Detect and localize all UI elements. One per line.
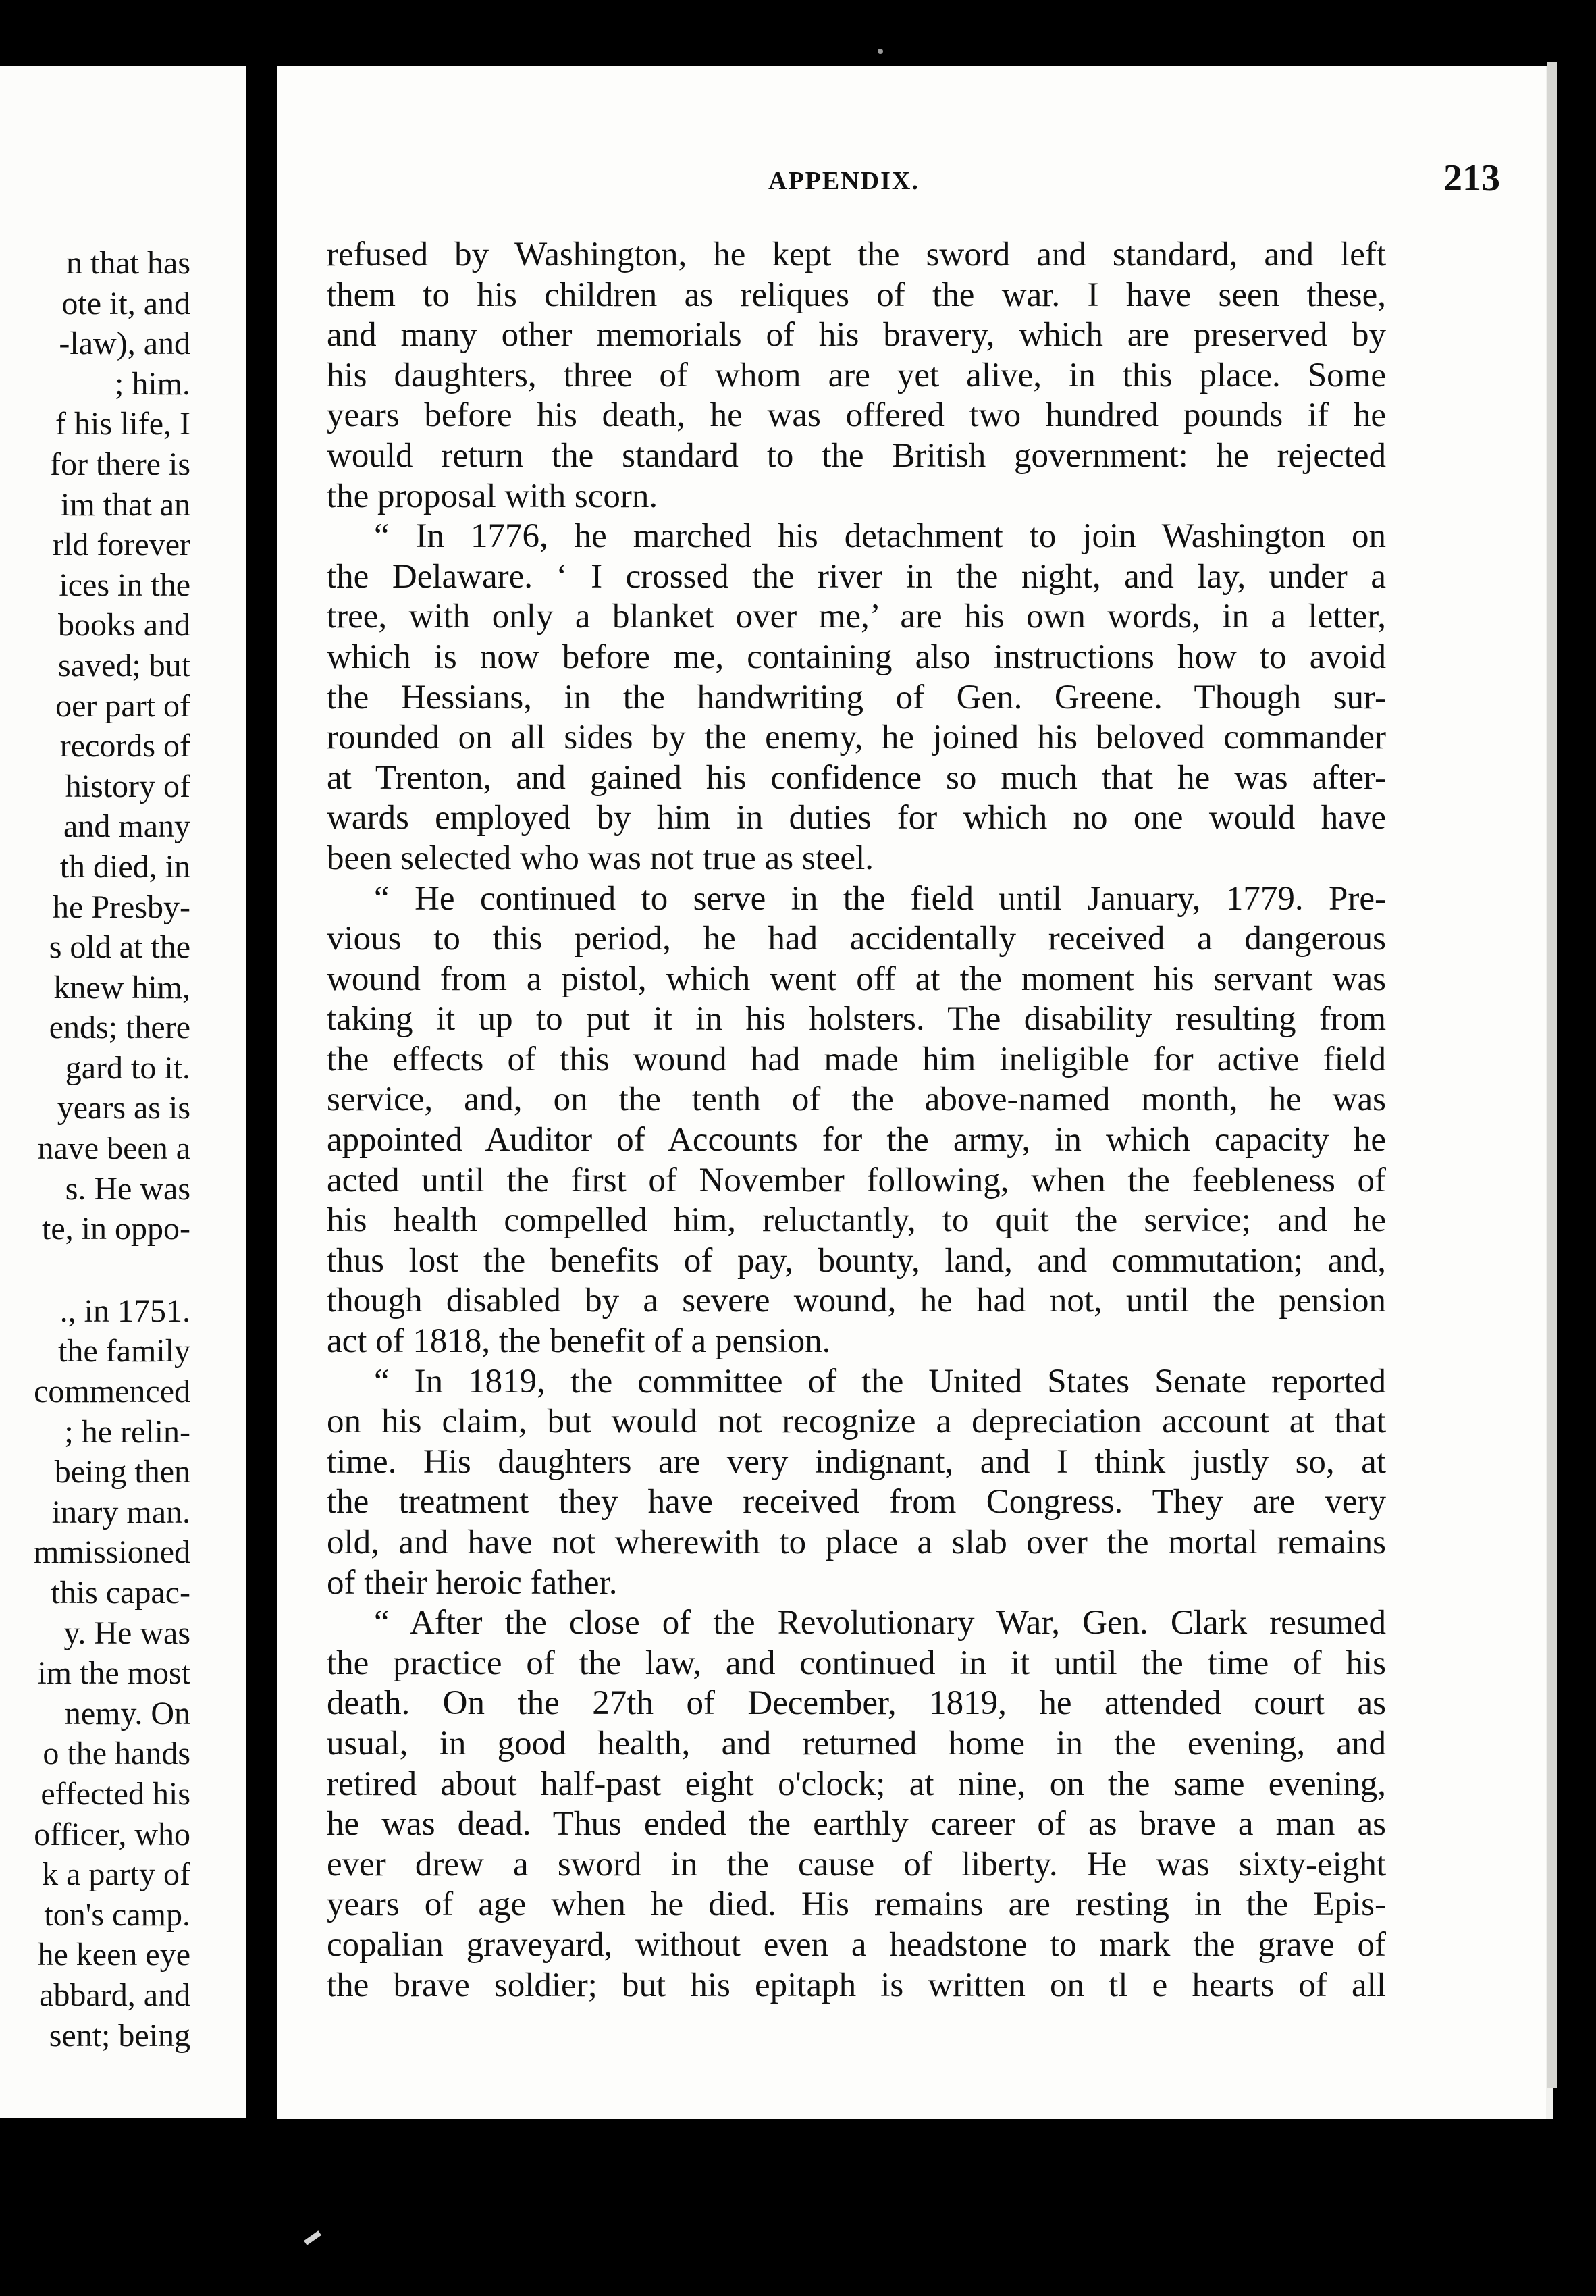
page-edge-shadow: [1547, 62, 1557, 2088]
text-line: tree, with only a blanket over me,’ are his own words, in a letter,: [327, 598, 1386, 636]
left-line: im the most: [37, 1655, 190, 1692]
text-line: “ He continued to serve in the field until January, 1779. Pre-: [374, 879, 1386, 918]
book-gutter: [246, 61, 277, 2127]
left-line: ices in the: [59, 567, 190, 603]
left-line: f his life, I: [55, 406, 190, 442]
left-line: saved; but: [58, 647, 190, 683]
left-line: effected his: [41, 1775, 190, 1812]
left-line: inary man.: [51, 1494, 190, 1530]
left-line: commenced: [34, 1374, 190, 1410]
page-header: [277, 157, 1546, 207]
left-line: s. He was: [65, 1170, 190, 1207]
left-line: ote it, and: [61, 285, 190, 321]
text-line: years of age when he died. His remains are resting in the Epis-: [327, 1885, 1386, 1924]
text-line: the treatment they have received from Congress. They are very: [327, 1483, 1386, 1521]
left-line: oer part of: [55, 687, 190, 724]
left-line: k a party of: [42, 1856, 190, 1893]
dust-speck: [878, 49, 883, 54]
left-line: ends; there: [49, 1010, 190, 1046]
dust-speck: [304, 2230, 321, 2245]
text-line: the practice of the law, and continued in it until the time of his: [327, 1644, 1386, 1682]
text-line: copalian graveyard, without even a headstone to mark the grave of: [327, 1925, 1386, 1964]
text-line: wards employed by him in duties for which no one would have: [327, 799, 1386, 837]
text-line: the Delaware. ‘ I crossed the river in the night, and lay, under a: [327, 557, 1386, 596]
text-line: “ In 1776, he marched his detachment to join Washington on: [374, 517, 1386, 556]
text-line: and many other memorials of his bravery, which are preserved by: [327, 316, 1386, 355]
left-line: rld forever: [53, 527, 190, 563]
left-line: and many: [63, 808, 190, 845]
left-line: history of: [65, 768, 190, 804]
text-line: old, and have not wherewith to place a slab over the mortal remains: [327, 1523, 1386, 1561]
text-line: rounded on all sides by the enemy, he joined his beloved commander: [327, 719, 1386, 757]
left-line: ; him.: [114, 365, 190, 402]
left-line: im that an: [61, 486, 190, 523]
running-head: APPENDIX.: [768, 167, 920, 195]
text-line: years before his death, he was offered two hundred pounds if he: [327, 396, 1386, 435]
left-line: this capac-: [51, 1575, 190, 1611]
left-line: being then: [54, 1454, 190, 1490]
text-line: the proposal with scorn.: [327, 477, 658, 515]
left-paragraph-gap: [0, 1249, 190, 1291]
text-line: on his claim, but would not recognize a depreciation account at that: [327, 1403, 1386, 1441]
left-line: ; he relin-: [64, 1413, 190, 1450]
text-line: taking it up to put it in his holsters. The disability resulting from: [327, 1000, 1386, 1039]
text-line: of their heroic father.: [327, 1563, 618, 1602]
left-line: officer, who: [34, 1816, 190, 1852]
left-line: y. He was: [63, 1615, 190, 1651]
text-line: refused by Washington, he kept the sword and standard, and left: [327, 236, 1386, 273]
page-number: 213: [1443, 157, 1500, 199]
text-line: the brave soldier; but his epitaph is written on tl e hearts of all: [327, 1966, 1386, 2004]
text-line: ever drew a sword in the cause of liberty. He was sixty-eight: [327, 1845, 1386, 1883]
text-line: time. His daughters are very indignant, and I think justly so, at: [327, 1442, 1386, 1481]
text-line: the Hessians, in the handwriting of Gen. Greene. Though sur-: [327, 678, 1386, 716]
body-text: [327, 235, 1386, 2006]
left-line: te, in oppo-: [42, 1211, 190, 1247]
left-line: th died, in: [59, 848, 190, 885]
text-line: retired about half-past eight o'clock; at nine, on the same evening,: [327, 1765, 1386, 1803]
left-line: n that has: [66, 245, 190, 281]
left-line: he keen eye: [37, 1937, 190, 1973]
left-line: o the hands: [43, 1736, 190, 1772]
left-line: books and: [58, 607, 190, 644]
text-line: appointed Auditor of Accounts for the army, in which capacity he: [327, 1121, 1386, 1159]
left-line: ., in 1751.: [59, 1293, 190, 1329]
text-line: though disabled by a severe wound, he had not, until the pension: [327, 1282, 1386, 1320]
text-line: them to his children as reliques of the war. I have seen these,: [327, 276, 1386, 314]
text-line: the effects of this wound had made him ineligible for active field: [327, 1040, 1386, 1078]
left-line: sent; being: [49, 2017, 190, 2054]
text-line: he was dead. Thus ended the earthly career of as brave a man as: [327, 1805, 1386, 1844]
text-line: wound from a pistol, which went off at the moment his servant was: [327, 960, 1386, 998]
left-line: gard to it.: [65, 1049, 190, 1086]
left-line: the family: [58, 1333, 190, 1369]
text-line: “ After the close of the Revolutionary War, Gen. Clark resumed: [374, 1604, 1386, 1642]
left-page-text: [0, 243, 190, 2056]
text-line: which is now before me, containing also instructions how to avoid: [327, 637, 1386, 676]
text-line: his health compelled him, reluctantly, to quit the service; and he: [327, 1201, 1386, 1240]
left-line: s old at the: [49, 929, 190, 966]
text-line: thus lost the benefits of pay, bounty, land, and commutation; and,: [327, 1241, 1386, 1280]
left-line: mmissioned: [33, 1534, 190, 1571]
left-line: -law), and: [59, 325, 190, 362]
text-line: service, and, on the tenth of the above-named month, he was: [327, 1080, 1386, 1119]
left-page-fragment: [0, 66, 246, 2118]
left-line: records of: [59, 728, 190, 764]
right-page: [277, 66, 1553, 2119]
text-line: acted until the first of November following, when the feebleness of: [327, 1161, 1386, 1199]
text-line: been selected who was not true as steel.: [327, 839, 874, 877]
left-line: knew him,: [53, 969, 190, 1006]
left-line: nemy. On: [64, 1695, 190, 1731]
text-line: at Trenton, and gained his confidence so much that he was after-: [327, 758, 1386, 797]
text-line: his daughters, three of whom are yet alive, in this place. Some: [327, 356, 1386, 394]
left-line: ton's camp.: [44, 1896, 190, 1933]
left-line: for there is: [50, 446, 190, 482]
text-line: death. On the 27th of December, 1819, he attended court as: [327, 1684, 1386, 1723]
text-line: vious to this period, he had accidentally received a dangerous: [327, 920, 1386, 958]
text-line: “ In 1819, the committee of the United States Senate reported: [374, 1362, 1386, 1401]
text-line: act of 1818, the benefit of a pension.: [327, 1322, 831, 1361]
text-line: usual, in good health, and returned home in the evening, and: [327, 1724, 1386, 1763]
left-line: he Presby-: [53, 889, 190, 925]
left-line: nave been a: [37, 1130, 190, 1167]
left-line: abbard, and: [39, 1977, 190, 2013]
left-line: years as is: [57, 1090, 190, 1126]
text-line: would return the standard to the British government: he rejected: [327, 436, 1386, 475]
